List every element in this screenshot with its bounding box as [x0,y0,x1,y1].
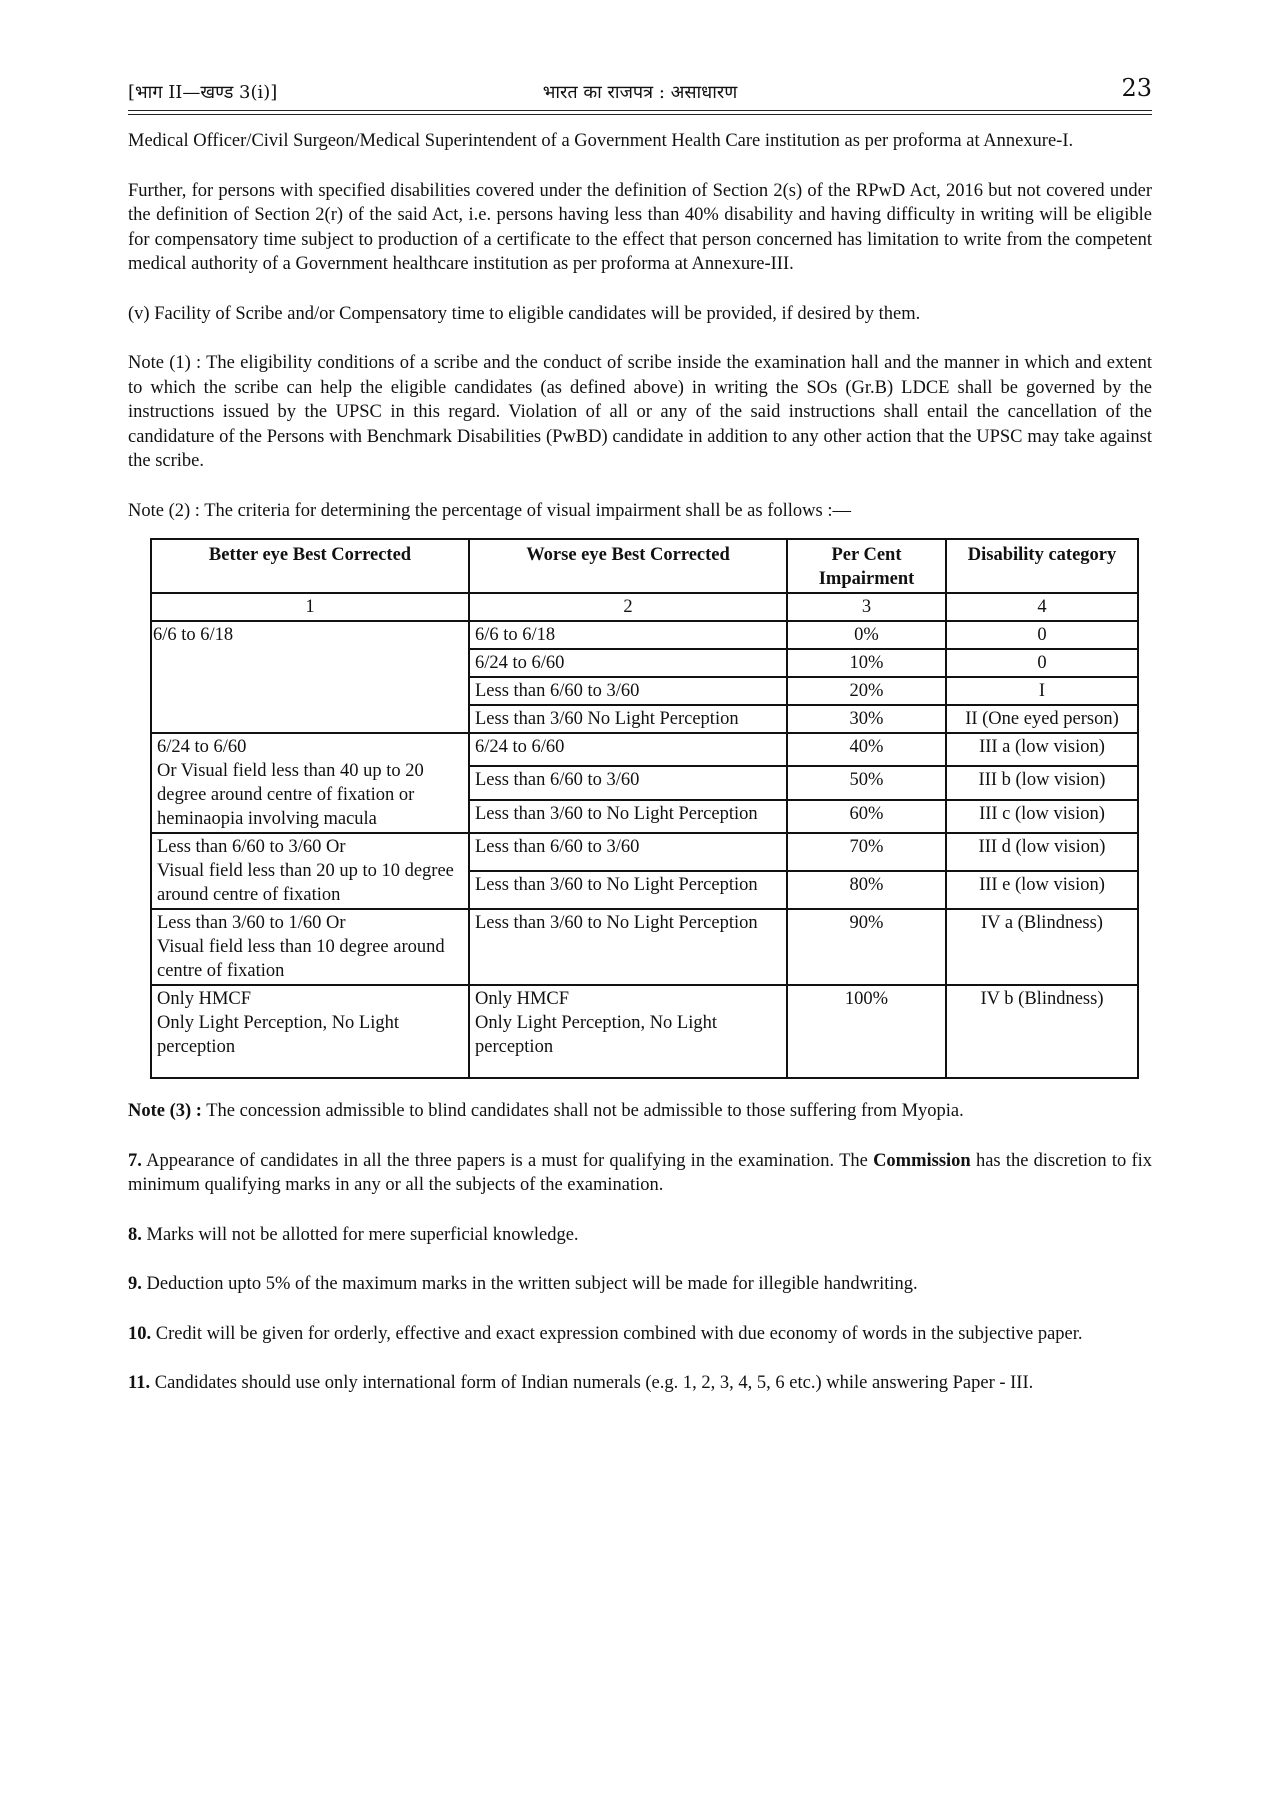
cell-disability-category: IV b (Blindness) [946,985,1138,1078]
cell-worse-eye: 6/24 to 6/60 [469,733,787,766]
cell-better-eye: Only HMCF Only Light Perception, No Light perception [151,985,469,1078]
cell-per-cent-impairment: 100% [787,985,946,1078]
paragraph-item-10 [128,1322,1152,1347]
note-3-text: The concession admissible to blind candidates shall not be admissible to those suffering from Myopia. [201,1101,964,1121]
paragraph-note-1: Note (1) : The eligibility conditions of a scribe and the conduct of scribe inside the examination hall and the manner in which and extent to which the scribe can help the eligible candidates (as defined above) in writing the SOs (Gr.B) LDCE shall be governed by the instructions issued by the UPSC in this regard. Violation of all or any of the said instructions shall entail the cancellation of the candidature of the Persons with Benchmark Disabilities (PwBD) candidate in addition to any other action that the UPSC may take against the scribe. [128,353,1152,471]
item-9-number: 9. [128,1274,142,1294]
column-number: 4 [946,593,1138,621]
item-8-text: Marks will not be allotted for mere superficial knowledge. [141,1224,579,1245]
table-row [151,909,1138,985]
cell-disability-category: IV a (Blindness) [946,909,1138,985]
header-disability-category: Disability category [946,539,1138,593]
item-10-number: 10. [128,1323,152,1344]
cell-worse-eye: 6/24 to 6/60 [469,649,787,677]
cell-disability-category: 0 [946,649,1138,677]
paragraph-item-8 [128,1223,1152,1248]
cell-per-cent-impairment: 80% [787,871,946,909]
item-11-number: 11. [128,1373,151,1393]
cell-per-cent-impairment: 90% [787,909,946,985]
cell-disability-category: III d (low vision) [946,833,1138,871]
item-7-commission: Commission [873,1150,971,1171]
paragraph-medical-officer: Medical Officer/Civil Surgeon/Medical Superintendent of a Government Health Care institution as per proforma at Annexure-I. [128,131,1074,151]
cell-disability-category: II (One eyed person) [946,705,1138,733]
column-number: 3 [787,593,946,621]
item-7-text-b: has the discretion to fix minimum qualifying marks in any or all the subjects of the examination. [128,1150,1152,1195]
item-7-text-a: Appearance of candidates in all the three papers is a must for qualifying in the examination. The [141,1150,874,1171]
cell-per-cent-impairment: 50% [787,766,946,799]
cell-disability-category: 0 [946,621,1138,649]
cell-per-cent-impairment: 10% [787,649,946,677]
cell-disability-category: III e (low vision) [946,871,1138,909]
table-row [151,733,1138,766]
cell-per-cent-impairment: 70% [787,833,946,871]
paragraph-note-3 [128,1099,1152,1124]
cell-worse-eye: Only HMCF Only Light Perception, No Light perception [469,985,787,1078]
header-better-eye: Better eye Best Corrected [151,539,469,593]
item-8-number: 8. [128,1224,142,1245]
gazette-page [128,72,1152,1396]
cell-better-eye: 6/6 to 6/18 [151,621,469,733]
cell-disability-category: I [946,677,1138,705]
cell-worse-eye: Less than 3/60 No Light Perception [469,705,787,733]
column-number: 2 [469,593,787,621]
item-10-text: Credit will be given for orderly, effective and exact expression combined with due economy of words in the subjective paper. [151,1323,1083,1344]
header-part-label: [भाग II—खण्ड 3(i)] [128,82,278,103]
cell-disability-category: III a (low vision) [946,733,1138,766]
cell-worse-eye: Less than 3/60 to No Light Perception [469,800,787,833]
header-per-cent-impairment: Per Cent Impairment [787,539,946,593]
note-3-label: Note (3) : [128,1101,202,1121]
cell-per-cent-impairment: 0% [787,621,946,649]
paragraph-item-11 [128,1371,1152,1396]
header-rule-thin [128,114,1152,115]
table-body [151,621,1138,1078]
header-gazette-title: भारत का राजपत्र : असाधारण [542,82,738,103]
column-number: 1 [151,593,469,621]
table-header-row [151,539,1138,593]
running-header [128,72,1152,108]
item-7-number: 7. [128,1150,142,1171]
header-worse-eye: Worse eye Best Corrected [469,539,787,593]
cell-per-cent-impairment: 40% [787,733,946,766]
cell-per-cent-impairment: 20% [787,677,946,705]
paragraph-item-9 [128,1272,1152,1297]
cell-better-eye: Less than 3/60 to 1/60 Or Visual field less than 10 degree around centre of fixation [151,909,469,985]
cell-disability-category: III b (low vision) [946,766,1138,799]
page-number: 23 [1121,74,1152,102]
table-row [151,985,1138,1078]
paragraph-note-2: Note (2) : The criteria for determining the percentage of visual impairment shall be as follows :— [128,500,851,521]
paragraph-scribe-facility: (v) Facility of Scribe and/or Compensatory time to eligible candidates will be provided, if desired by them. [128,303,921,324]
paragraph-rpwd-compensatory: Further, for persons with specified disabilities covered under the definition of Section 2(s) of the RPwD Act, 2016 but not covered under the definition of Section 2(r) of the said Act, i.e. persons having less than 40% disability and having difficulty in writing will be eligible for compensatory time subject to production of a certificate to the effect that person concerned has limitation to write from the competent medical authority of a Government healthcare institution as per proforma at Annexure-III. [128,180,1152,274]
paragraph-item-7 [128,1149,1152,1198]
visual-impairment-table [150,538,1139,1079]
table-row [151,621,1138,649]
item-9-text: Deduction upto 5% of the maximum marks in the written subject will be made for illegible handwriting. [141,1274,918,1294]
table-row [151,833,1138,871]
cell-per-cent-impairment: 30% [787,705,946,733]
cell-better-eye: Less than 6/60 to 3/60 Or Visual field less than 20 up to 10 degree around centre of fixation [151,833,469,909]
cell-disability-category: III c (low vision) [946,800,1138,833]
cell-worse-eye: Less than 6/60 to 3/60 [469,833,787,871]
header-rule-thick [128,110,1152,111]
cell-worse-eye: Less than 6/60 to 3/60 [469,677,787,705]
cell-worse-eye: Less than 3/60 to No Light Perception [469,871,787,909]
cell-better-eye: 6/24 to 6/60 Or Visual field less than 40 up to 20 degree around centre of fixation or heminaopia involving macula [151,733,469,833]
cell-per-cent-impairment: 60% [787,800,946,833]
item-11-text: Candidates should use only international form of Indian numerals (e.g. 1, 2, 3, 4, 5, 6 etc.) while answering Paper - III. [150,1373,1034,1393]
cell-worse-eye: 6/6 to 6/18 [469,621,787,649]
cell-worse-eye: Less than 6/60 to 3/60 [469,766,787,799]
cell-worse-eye: Less than 3/60 to No Light Perception [469,909,787,985]
table-column-number-row [151,593,1138,621]
